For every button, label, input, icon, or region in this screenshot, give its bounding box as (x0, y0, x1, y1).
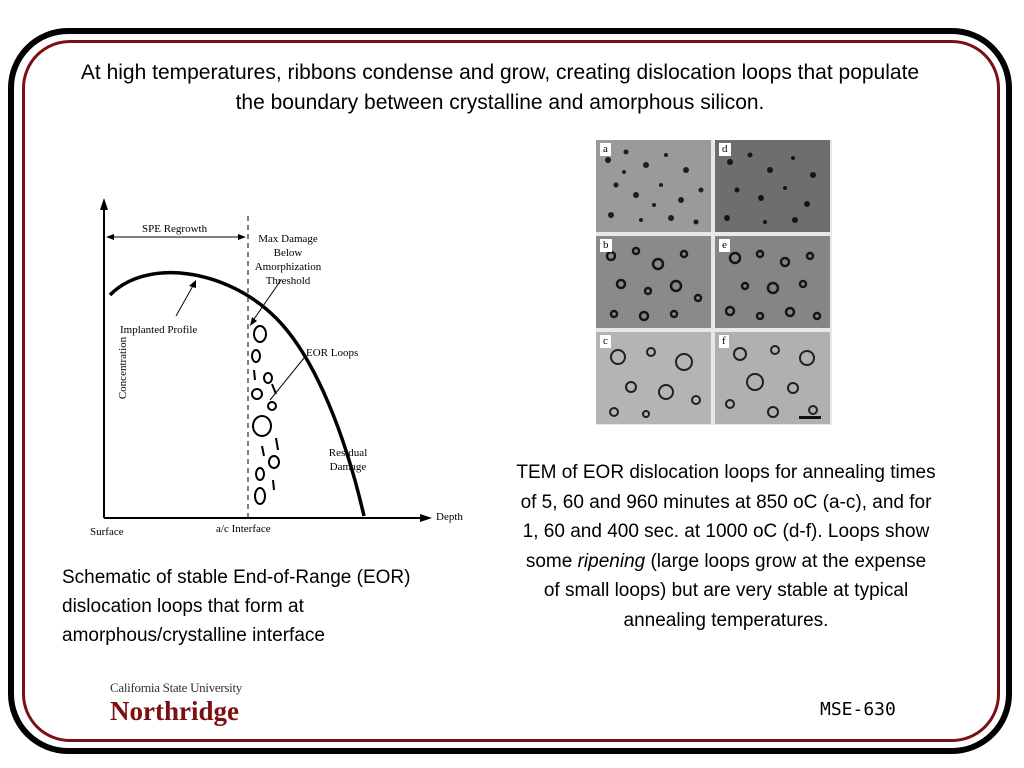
tem-panel-b (596, 236, 711, 328)
implanted-pointer (176, 284, 194, 316)
eor-dash (276, 438, 278, 450)
tem-panel-a (596, 140, 711, 232)
eor-loop (264, 373, 272, 383)
tem-caption-text-start: TEM of EOR dislocation loops for annealing times of 5, 60 and 960 minutes at 850 oC (a-c), and for 1, 60 and 400 sec. at 1000 oC (d-f). Loops show some (516, 462, 936, 572)
tem-panel-d-label: d (719, 143, 731, 156)
eor-loop (269, 456, 279, 468)
tem-panel-a-label: a (600, 143, 611, 156)
eor-loop (253, 416, 271, 436)
tem-panel-e-image (715, 236, 830, 328)
eor-dash (272, 384, 276, 394)
y-axis-arrow (100, 198, 108, 210)
max-damage-label-4: Threshold (265, 275, 311, 287)
eor-dash (254, 370, 255, 380)
surface-label: Surface (90, 526, 124, 538)
implanted-pointer-head (189, 280, 196, 288)
interface-label: a/c Interface (216, 523, 271, 535)
concentration-axis-label: Concentration (117, 336, 129, 400)
tem-panel-d (715, 140, 830, 232)
eor-loops-label: EOR Loops (306, 347, 359, 359)
tem-panel-d-image (715, 140, 830, 232)
spe-regrowth-label: SPE Regrowth (142, 223, 208, 235)
tem-panel-c (596, 332, 711, 424)
tem-panel-a-image (596, 140, 711, 232)
eor-schematic-diagram (76, 188, 476, 548)
tem-caption (516, 458, 936, 635)
tem-caption-text-end: (large loops grow at the expense of small loops) but are very stable at typical annealing temperatures. (543, 550, 927, 631)
schematic-caption: Schematic of stable End-of-Range (EOR) dislocation loops that form at amorphous/crystalline interface (62, 567, 411, 646)
eor-loops-group (252, 326, 279, 504)
tem-panel-e (715, 236, 830, 328)
tem-panel-f-image (715, 332, 830, 424)
eor-loop (268, 402, 276, 410)
depth-axis-label: Depth (436, 511, 463, 523)
implanted-profile-label: Implanted Profile (120, 324, 198, 336)
residual-damage-label-1: Residual (328, 447, 368, 459)
tem-panel-c-label: c (600, 335, 611, 348)
tem-panel-c-image (596, 332, 711, 424)
tem-caption-ripening: ripening (577, 550, 646, 572)
max-damage-label-1: Max Damage (258, 233, 318, 245)
eor-loop (256, 468, 264, 480)
max-damage-pointer-head (250, 317, 257, 326)
tem-panel-f (715, 332, 830, 424)
csun-logo (110, 680, 270, 728)
tem-panel-b-image (596, 236, 711, 328)
schematic-svg (76, 188, 476, 548)
eor-loop (254, 326, 266, 342)
eor-loop (252, 350, 260, 362)
slide-title: At high temperatures, ribbons condense and grow, creating dislocation loops that populate the boundary between crystalline and amorphous silicon. (80, 61, 920, 114)
spe-arrow-left-head (106, 234, 114, 240)
eor-dash (273, 480, 274, 490)
max-damage-label-3: Amorphization (254, 261, 322, 273)
tem-panel-e-label: e (719, 239, 730, 252)
tem-panel-f-label: f (719, 335, 729, 348)
x-axis-arrow (420, 514, 432, 522)
logo-northridge-text: Northridge (110, 696, 239, 726)
eor-dash (262, 446, 264, 456)
logo-university-text: California State University (110, 680, 242, 695)
max-damage-label-2: Below (273, 247, 303, 259)
eor-loop (255, 488, 265, 504)
tem-micrograph-grid (596, 140, 832, 425)
eor-loop (252, 389, 262, 399)
spe-arrow-right-head (238, 234, 246, 240)
residual-damage-label-2: Damage (329, 461, 367, 473)
implanted-profile-curve (110, 273, 364, 516)
course-code: MSE-630 (820, 699, 896, 720)
tem-panel-b-label: b (600, 239, 612, 252)
